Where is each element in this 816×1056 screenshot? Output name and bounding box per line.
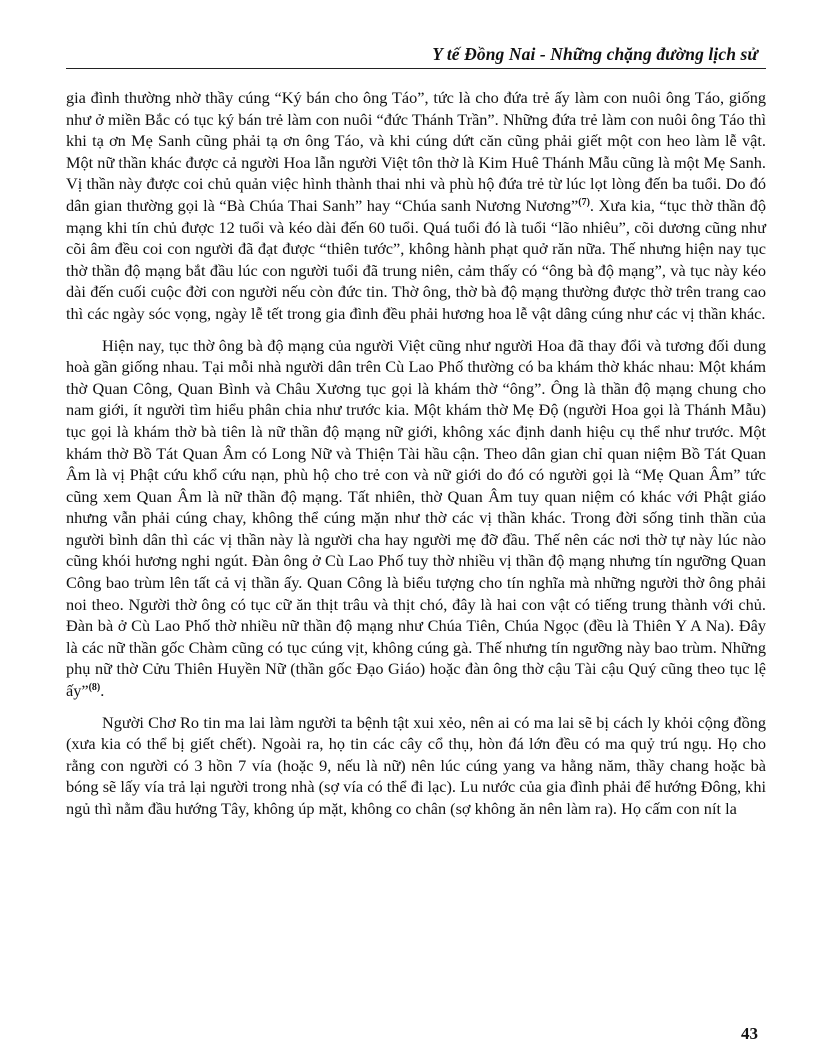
paragraph: [66, 712, 766, 820]
paragraph-text: Hiện nay, tục thờ ông bà độ mạng của người Việt cũng như người Hoa đã thay đổi và tương đối dung hoà gần giống nhau. Tại mỗi nhà người dân trên Cù Lao Phố thường có ba khám thờ khác nhau: Một khám thờ Quan Công, Quan Bình và Châu Xương tục gọi là khám thờ “ông”. Ông là thần độ mạng chung cho nam giới, ít người tìm hiểu phân chia như trước kia. Một khám thờ Mẹ Độ (người Hoa gọi là Thánh Mẫu) tục gọi là khám thờ bà tiên là nữ thần độ mạng nữ giới, không xác định danh hiệu cụ thể như trước. Một khám thờ Bồ Tát Quan Âm có Long Nữ và Thiện Tài hầu cận. Theo dân gian chỉ quan niệm Bồ Tát Quan Âm là vị Phật cứu khổ cứu nạn, phù hộ cho trẻ con và nữ giới do đó có người gọi là “Mẹ Quan Âm” tức cũng xem Quan Âm là nữ thần độ mạng. Tất nhiên, thờ Quan Âm tuy quan niệm có khác với Phật giáo nhưng vẫn phải cúng chay, không thể cúng mặn như thờ các vị thần khác. Trong đời sống tinh thần của người bình dân thì các vị thần này là người cha hay người mẹ đỡ đầu. Thế nên các nơi thờ tự này lúc nào cũng khói hương nghi ngút. Đàn ông ở Cù Lao Phố tuy thờ nhiều vị thần độ mạng nhưng tín ngưỡng Quan Công bao trùm lên tất cả vị thần ấy. Quan Công là biểu tượng cho tín nghĩa mà những người thờ ông phải noi theo. Người thờ ông có tục cữ ăn thịt trâu và thịt chó, đây là hai con vật có tiếng trung thành với chủ. Đàn bà ở Cù Lao Phố thờ nhiều nữ thần độ mạng như Chúa Tiên, Chúa Ngọc (đều là Thiên Y A Na). Đây là các nữ thần gốc Chàm cũng có tục cúng vịt, không cúng gà. Thế nhưng tín ngưỡng này bao trùm. Những phụ nữ thờ Cửu Thiên Huyền Nữ (thần gốc Đạo Giáo) hoặc đàn ông thờ cậu Tài cậu Quý cũng theo tục lệ ấy”: [66, 335, 766, 701]
footnote-ref-8: (8): [88, 682, 101, 694]
body-text: [66, 87, 766, 820]
footnote-ref-7: (7): [578, 196, 590, 208]
paragraph-text: . Xưa kia, “tục thờ thần độ mạng khi tín chủ được 12 tuổi và kéo dài đến 60 tuổi. Quá tuổi đó là tuổi “lão nhiêu”, cõi dương cũng như cõi âm đều coi con người đã đạt được “thiên tước”, không hành phạt quở răn nữa. Thế nhưng hiện nay tục thờ thần độ mạng bắt đầu lúc con người tuổi đã trung niên, cảm thấy có “ông bà độ mạng”, và tục này kéo dài đến cuối cuộc đời con người nếu còn đức tin. Thờ ông, thờ bà độ mạng thường được thờ trên trang cao thì các ngày sóc vọng, ngày lễ tết trong gia đình đều phải hương hoa lễ vật dâng cúng như các vị thần khác.: [66, 195, 766, 323]
paragraph-text: .: [100, 681, 105, 701]
paragraph: [66, 335, 766, 702]
paragraph-text: Người Chơ Ro tin ma lai làm người ta bệnh tật xui xẻo, nên ai có ma lai sẽ bị cách ly khỏi cộng đồng (xưa kia có thể bị giết chết). Ngoài ra, họ tin các cây cổ thụ, hòn đá lớn đều có ma quỷ trú ngụ. Họ cho rằng con người có 3 hồn 7 vía (hoặc 9, nếu là nữ) nên lúc cúng yang va hằng năm, thầy chang hoặc bà bóng sẽ lấy vía trả lại người trong nhà (sợ vía có thể đi lạc). Lu nước của gia đình phải để hướng Đông, khi ngủ thì nằm đầu hướng Tây, không úp mặt, không co chân (sợ không ăn nên làm ra). Họ cấm con nít la: [66, 712, 766, 818]
paragraph-text: gia đình thường nhờ thầy cúng “Ký bán cho ông Táo”, tức là cho đứa trẻ ấy làm con nuôi ông Táo, giống như ở miền Bắc có tục ký bán trẻ làm con nuôi “đức Thánh Trần”. Những đứa trẻ làm con nuôi ông Táo thì khi tạ ơn Mẹ Sanh cũng phải tạ ơn ông Táo, và khi cúng dứt căn cũng phải giết một con heo làm lễ vật. Một nữ thần khác được cả người Hoa lẫn người Việt tôn thờ là Kim Huê Thánh Mẫu cũng là một Mẹ Sanh. Vị thần này được coi chủ quản việc hình thành thai nhi và phù hộ đứa trẻ từ lúc lọt lòng đến ba tuổi. Do đó dân gian thường gọi là “Bà Chúa Thai Sanh” hay “Chúa sanh Nương Nương”: [66, 88, 766, 215]
header-rule: [66, 68, 766, 69]
paragraph-continued: [66, 87, 766, 325]
page-number: 43: [741, 1024, 758, 1043]
running-header: Y tế Đồng Nai - Những chặng đường lịch sử: [432, 44, 758, 64]
